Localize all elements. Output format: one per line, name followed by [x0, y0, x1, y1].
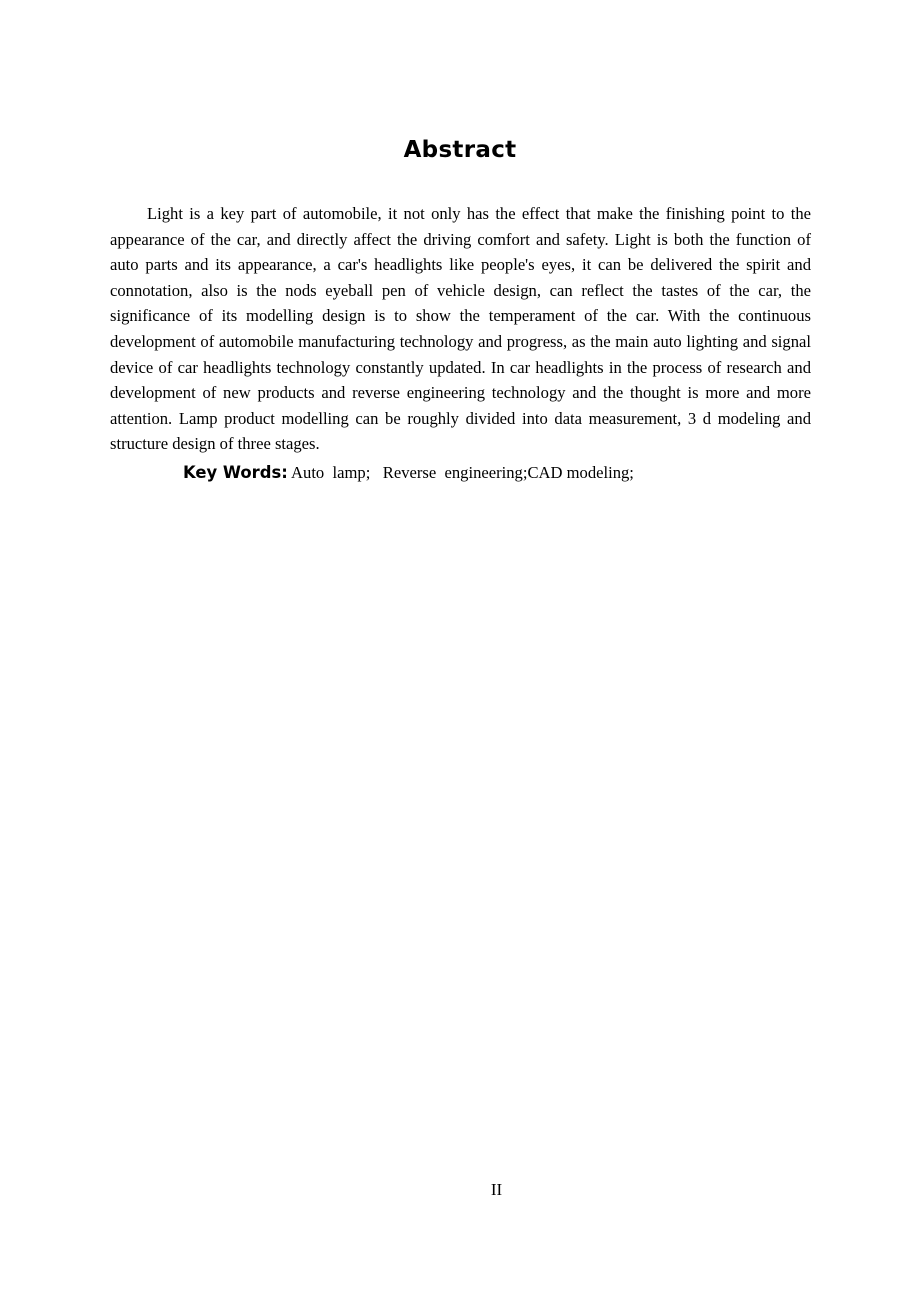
keywords-line: [183, 460, 803, 485]
page-number: II: [490, 1180, 503, 1199]
keywords-text: Auto lamp; Reverse engineering;CAD modeling;: [287, 463, 634, 482]
abstract-title: Abstract: [403, 137, 517, 163]
abstract-body: Light is a key part of automobile, it not only has the effect that make the finishing point to the appearance of the car, and directly affect the driving comfort and safety. Light is both the function of auto parts and its appearance, a car's headlights like people's eyes, it can be delivered the spirit and connotation, also is the nods eyeball pen of vehicle design, can reflect the tastes of the car, the significance of its modelling design is to show the temperament of the car. With the continuous development of automobile manufacturing technology and progress, as the main auto lighting and signal device of car headlights technology constantly updated. In car headlights in the process of research and development of new products and reverse engineering technology and the thought is more and more attention. Lamp product modelling can be roughly divided into data measurement, 3 d modeling and structure design of three stages.: [110, 204, 811, 454]
keywords-label: Key Words:: [183, 463, 288, 482]
